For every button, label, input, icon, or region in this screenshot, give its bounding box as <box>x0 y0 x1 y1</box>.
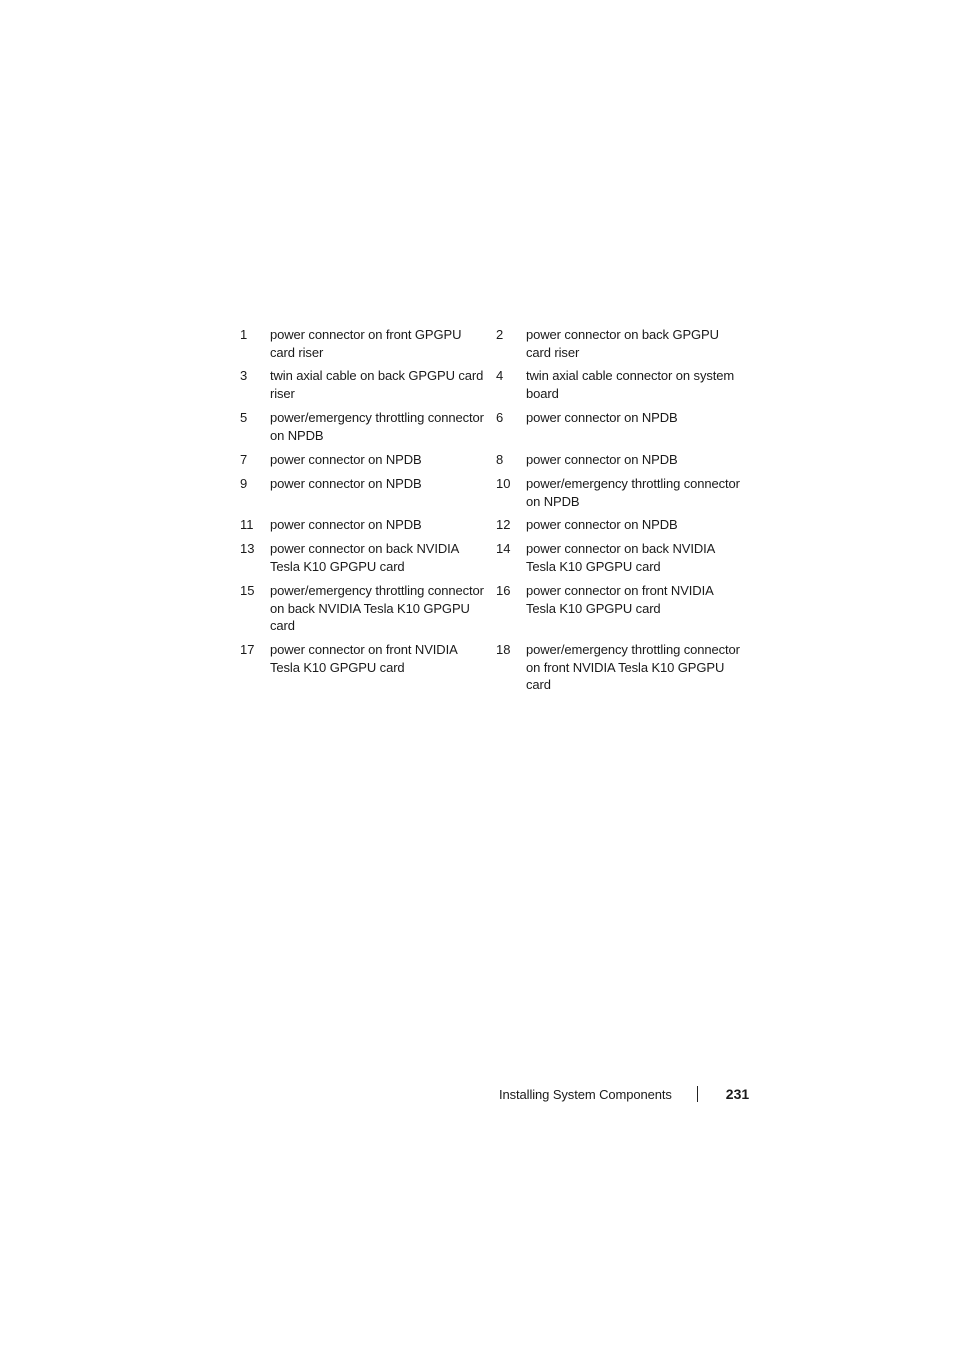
page-number: 231 <box>725 1086 750 1102</box>
legend-number: 13 <box>240 541 255 556</box>
legend-row <box>240 367 752 409</box>
legend-description: power/emergency throttling connector on back NVIDIA Tesla K10 GPGPU card <box>270 583 484 633</box>
legend-item <box>240 475 496 493</box>
legend-description: power connector on NPDB <box>526 452 678 467</box>
legend-item <box>496 367 752 402</box>
legend-number: 10 <box>496 476 511 491</box>
legend-row <box>240 409 752 451</box>
legend-description: twin axial cable connector on system board <box>526 368 735 401</box>
legend-description: twin axial cable on back GPGPU card riser <box>270 368 484 401</box>
legend-item <box>240 641 496 676</box>
footer-divider <box>697 1086 698 1102</box>
legend-row <box>240 516 752 540</box>
legend-item <box>240 582 496 635</box>
legend-number: 18 <box>496 642 511 657</box>
legend-description: power connector on front NVIDIA Tesla K10 GPGPU card <box>270 642 457 675</box>
legend-description: power connector on back NVIDIA Tesla K10 GPGPU card <box>270 541 459 574</box>
legend-row <box>240 641 752 701</box>
legend-item <box>496 475 752 510</box>
legend-row <box>240 326 752 367</box>
legend-description: power/emergency throttling connector on front NVIDIA Tesla K10 GPGPU card <box>526 642 740 692</box>
legend-item <box>496 641 752 694</box>
legend-item <box>496 582 752 617</box>
callout-legend-table <box>240 326 752 701</box>
legend-item <box>496 516 752 534</box>
legend-number: 11 <box>240 517 254 532</box>
legend-number: 7 <box>240 452 248 467</box>
legend-description: power connector on NPDB <box>526 410 678 425</box>
legend-item <box>240 367 496 402</box>
legend-number: 5 <box>240 410 248 425</box>
legend-description: power connector on NPDB <box>526 517 678 532</box>
legend-description: power connector on back GPGPU card riser <box>526 327 719 360</box>
legend-row <box>240 475 752 516</box>
legend-item <box>240 540 496 575</box>
page-footer <box>499 1084 749 1104</box>
legend-number: 4 <box>496 368 504 383</box>
legend-description: power connector on back NVIDIA Tesla K10 GPGPU card <box>526 541 715 574</box>
legend-item <box>240 451 496 469</box>
legend-number: 15 <box>240 583 255 598</box>
legend-row <box>240 582 752 641</box>
legend-number: 12 <box>496 517 511 532</box>
legend-number: 9 <box>240 476 248 491</box>
legend-number: 3 <box>240 368 248 383</box>
legend-description: power/emergency throttling connector on NPDB <box>270 410 484 443</box>
legend-description: power connector on NPDB <box>270 452 422 467</box>
legend-row <box>240 451 752 475</box>
legend-item <box>240 516 496 534</box>
legend-description: power connector on NPDB <box>270 517 422 532</box>
footer-section-title: Installing System Components <box>499 1086 672 1102</box>
legend-description: power connector on NPDB <box>270 476 422 491</box>
legend-number: 16 <box>496 583 511 598</box>
legend-number: 6 <box>496 410 504 425</box>
legend-description: power/emergency throttling connector on NPDB <box>526 476 740 509</box>
legend-item <box>496 326 752 361</box>
legend-item <box>496 451 752 469</box>
legend-item <box>496 540 752 575</box>
legend-item <box>240 409 496 444</box>
legend-number: 14 <box>496 541 511 556</box>
legend-description: power connector on front GPGPU card riser <box>270 327 462 360</box>
legend-number: 17 <box>240 642 255 657</box>
legend-number: 8 <box>496 452 504 467</box>
legend-item <box>496 409 752 427</box>
legend-number: 2 <box>496 327 504 342</box>
legend-item <box>240 326 496 361</box>
legend-description: power connector on front NVIDIA Tesla K10 GPGPU card <box>526 583 713 616</box>
legend-row <box>240 540 752 582</box>
legend-number: 1 <box>240 327 248 342</box>
